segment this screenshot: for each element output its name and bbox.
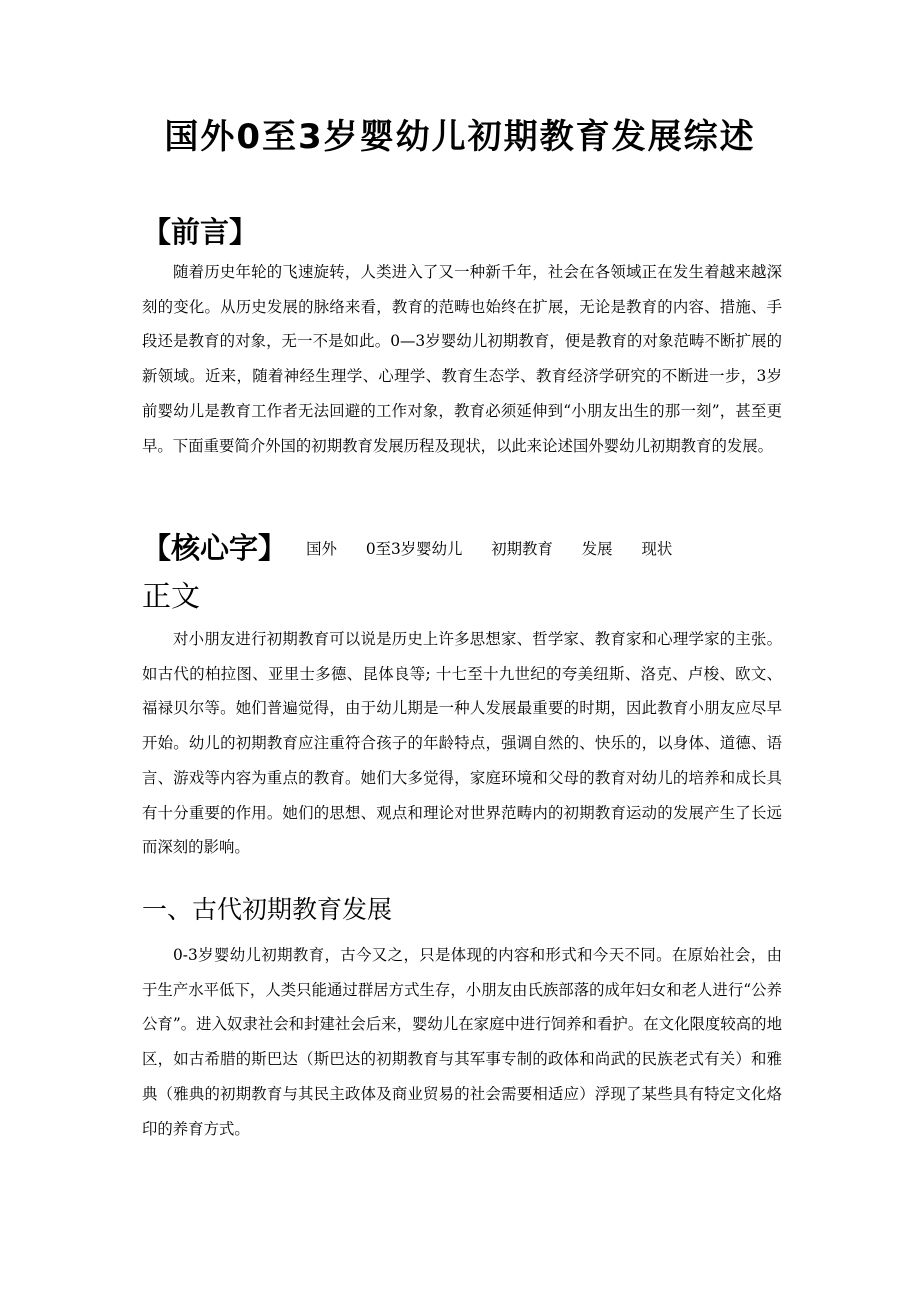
section-1-title: 古代初期教育发展 <box>192 895 393 924</box>
keyword-item: 现状 <box>641 540 673 558</box>
body-paragraph: 对小朋友进行初期教育可以说是历史上许多思想家、哲学家、教育家和心理学家的主张。如古代的柏拉图、亚里士多德、昆体良等; 十七至十九世纪的夸美纽斯、洛克、卢梭、欧文、福禄贝尔等。她们普遍觉得，由于幼儿期是一种人发展最重要的时期，因此教育小朋友应尽早开始。幼儿的初期教育应注重符合孩子的年龄特点，强调自然的、快乐的，以身体、道德、语言、游戏等内容为重点的教育。她们大多觉得，家庭环境和父母的教育对幼儿的培养和成长具有十分重要的作用。她们的思想、观点和理论对世界范畴内的初期教育运动的发展产生了长远而深刻的影响。 <box>142 630 782 857</box>
keywords-list <box>306 537 696 559</box>
preface-heading: 【前言】 <box>142 215 259 249</box>
keyword-item: 发展 <box>581 540 613 558</box>
section-1-number: 一、 <box>142 895 193 924</box>
document-title: 国外0至3岁婴幼儿初期教育发展综述 <box>164 117 756 157</box>
section-1-paragraph: 0-3岁婴幼儿初期教育，古今又之，只是体现的内容和形式和今天不同。在原始社会，由于生产水平低下，人类只能通过群居方式生存，小朋友由氏族部落的成年妇女和老人进行“公养公育”。进入奴隶社会和封建社会后来，婴幼儿在家庭中进行饲养和看护。在文化限度较高的地区，如古希腊的斯巴达（斯巴达的初期教育与其军事专制的政体和尚武的民族老式有关）和雅典（雅典的初期教育与其民主政体及商业贸易的社会需要相适应）浮现了某些具有特定文化烙印的养育方式。 <box>142 946 782 1138</box>
body-heading: 正文 <box>142 579 201 613</box>
preface-paragraph: 随着历史年轮的飞速旋转，人类进入了又一种新千年，社会在各领域正在发生着越来越深刻的变化。从历史发展的脉络来看，教育的范畴也始终在扩展，无论是教育的内容、措施、手段还是教育的对象，无一不是如此。0—3岁婴幼儿初期教育，便是教育的对象范畴不断扩展的新领域。近来，随着神经生理学、心理学、教育生态学、教育经济学研究的不断进一步，3岁前婴幼儿是教育工作者无法回避的工作对象，教育必须延伸到“小朋友出生的那一刻”，甚至更早。下面重要简介外国的初期教育发展历程及现状，以此来论述国外婴幼儿初期教育的发展。 <box>142 263 782 455</box>
keyword-item: 国外 <box>306 540 337 558</box>
keyword-item: 初期教育 <box>491 540 553 558</box>
keywords-row <box>142 528 696 568</box>
keyword-item: 0至3岁婴幼儿 <box>365 540 463 558</box>
section-1-heading <box>142 892 392 928</box>
keywords-heading: 【核心字】 <box>142 531 288 565</box>
